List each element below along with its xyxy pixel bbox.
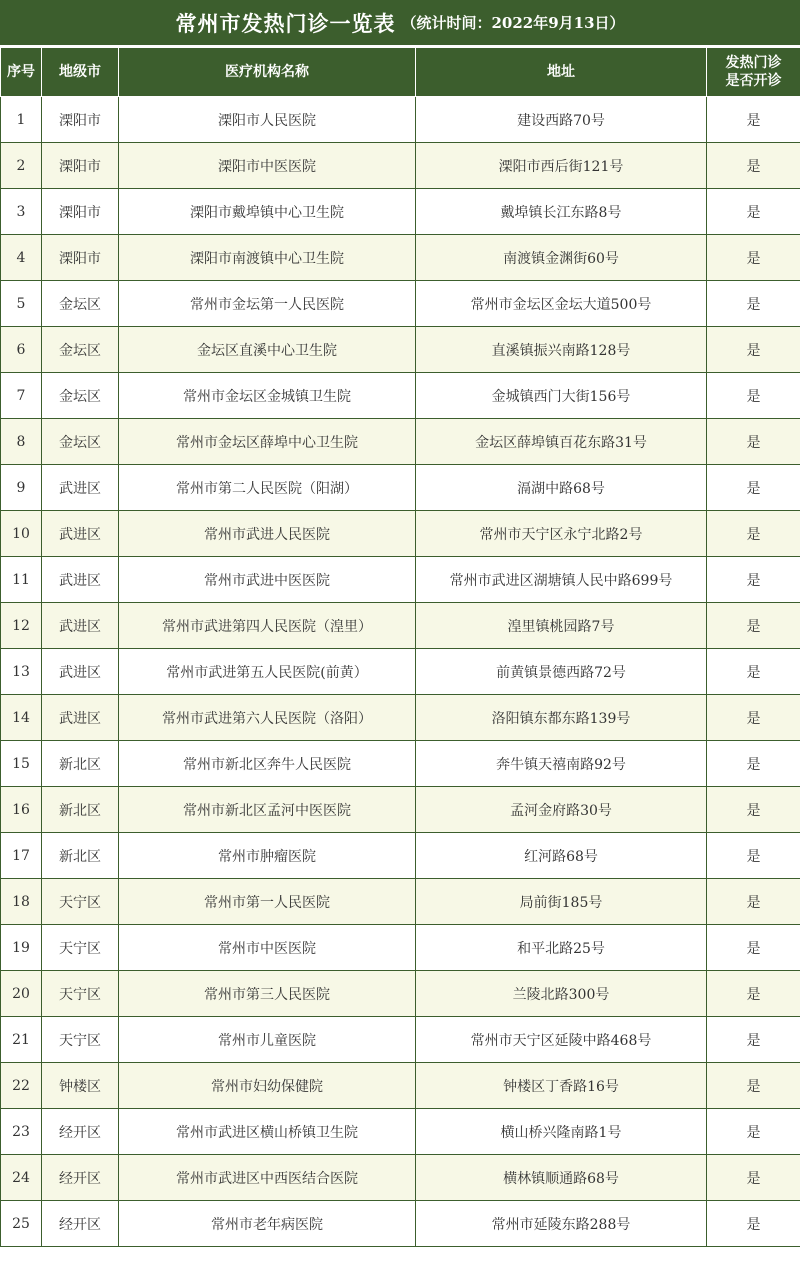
table-row — [1, 235, 800, 281]
cell-name: 常州市武进第五人民医院(前黄） — [119, 649, 416, 695]
cell-open: 是 — [707, 465, 800, 511]
cell-city: 天宁区 — [42, 1017, 119, 1063]
cell-city: 溧阳市 — [42, 97, 119, 143]
cell-open: 是 — [707, 97, 800, 143]
cell-city: 金坛区 — [42, 281, 119, 327]
cell-address: 奔牛镇天禧南路92号 — [416, 741, 707, 787]
cell-city: 溧阳市 — [42, 235, 119, 281]
cell-no: 3 — [1, 189, 42, 235]
cell-open: 是 — [707, 557, 800, 603]
cell-open: 是 — [707, 235, 800, 281]
table-row — [1, 603, 800, 649]
header-open: 发热门诊是否开诊 — [707, 48, 800, 97]
cell-address: 常州市天宁区延陵中路468号 — [416, 1017, 707, 1063]
cell-open: 是 — [707, 143, 800, 189]
cell-city: 武进区 — [42, 603, 119, 649]
header-address: 地址 — [416, 48, 707, 97]
cell-name: 常州市武进区中西医结合医院 — [119, 1155, 416, 1201]
cell-name: 常州市老年病医院 — [119, 1201, 416, 1247]
cell-address: 常州市延陵东路288号 — [416, 1201, 707, 1247]
cell-city: 新北区 — [42, 787, 119, 833]
cell-no: 16 — [1, 787, 42, 833]
cell-name: 常州市儿童医院 — [119, 1017, 416, 1063]
cell-no: 12 — [1, 603, 42, 649]
cell-address: 常州市天宁区永宁北路2号 — [416, 511, 707, 557]
cell-open: 是 — [707, 1063, 800, 1109]
cell-open: 是 — [707, 925, 800, 971]
cell-name: 常州市第二人民医院（阳湖） — [119, 465, 416, 511]
cell-city: 武进区 — [42, 649, 119, 695]
table-row — [1, 787, 800, 833]
cell-no: 2 — [1, 143, 42, 189]
table-row — [1, 557, 800, 603]
cell-no: 25 — [1, 1201, 42, 1247]
cell-name: 常州市妇幼保健院 — [119, 1063, 416, 1109]
page-title: 常州市发热门诊一览表 — [175, 10, 396, 36]
table-row — [1, 695, 800, 741]
cell-city: 新北区 — [42, 833, 119, 879]
cell-city: 溧阳市 — [42, 189, 119, 235]
cell-name: 常州市武进人民医院 — [119, 511, 416, 557]
cell-address: 滆湖中路68号 — [416, 465, 707, 511]
cell-address: 溧阳市西后街121号 — [416, 143, 707, 189]
cell-address: 戴埠镇长江东路8号 — [416, 189, 707, 235]
cell-city: 金坛区 — [42, 419, 119, 465]
table-row — [1, 741, 800, 787]
table-row — [1, 465, 800, 511]
cell-open: 是 — [707, 1017, 800, 1063]
table-row — [1, 419, 800, 465]
cell-address: 常州市武进区湖塘镇人民中路699号 — [416, 557, 707, 603]
cell-city: 钟楼区 — [42, 1063, 119, 1109]
table-row — [1, 1017, 800, 1063]
header-city: 地级市 — [42, 48, 119, 97]
cell-address: 前黄镇景德西路72号 — [416, 649, 707, 695]
cell-open: 是 — [707, 189, 800, 235]
cell-city: 金坛区 — [42, 373, 119, 419]
cell-no: 24 — [1, 1155, 42, 1201]
cell-name: 常州市新北区孟河中医医院 — [119, 787, 416, 833]
cell-open: 是 — [707, 419, 800, 465]
table-row — [1, 1109, 800, 1155]
table-row — [1, 281, 800, 327]
table-row — [1, 373, 800, 419]
cell-open: 是 — [707, 741, 800, 787]
cell-city: 经开区 — [42, 1155, 119, 1201]
table-row — [1, 879, 800, 925]
table-row — [1, 833, 800, 879]
cell-no: 7 — [1, 373, 42, 419]
cell-name: 常州市肿瘤医院 — [119, 833, 416, 879]
cell-name: 常州市第三人民医院 — [119, 971, 416, 1017]
cell-name: 常州市中医医院 — [119, 925, 416, 971]
table-row — [1, 971, 800, 1017]
cell-city: 武进区 — [42, 695, 119, 741]
cell-no: 10 — [1, 511, 42, 557]
cell-open: 是 — [707, 787, 800, 833]
cell-no: 13 — [1, 649, 42, 695]
cell-no: 23 — [1, 1109, 42, 1155]
cell-open: 是 — [707, 1109, 800, 1155]
table-row — [1, 649, 800, 695]
table-body — [1, 97, 800, 1247]
cell-address: 钟楼区丁香路16号 — [416, 1063, 707, 1109]
cell-no: 21 — [1, 1017, 42, 1063]
cell-name: 溧阳市戴埠镇中心卫生院 — [119, 189, 416, 235]
cell-address: 孟河金府路30号 — [416, 787, 707, 833]
table-header-row — [1, 48, 800, 97]
cell-city: 新北区 — [42, 741, 119, 787]
cell-city: 天宁区 — [42, 971, 119, 1017]
cell-no: 9 — [1, 465, 42, 511]
page-subtitle: （统计时间：2022年9月13日） — [401, 14, 625, 32]
cell-name: 常州市武进中医医院 — [119, 557, 416, 603]
cell-city: 武进区 — [42, 465, 119, 511]
cell-address: 横林镇顺通路68号 — [416, 1155, 707, 1201]
cell-address: 洛阳镇东都东路139号 — [416, 695, 707, 741]
cell-name: 常州市武进第六人民医院（洛阳） — [119, 695, 416, 741]
cell-city: 武进区 — [42, 511, 119, 557]
cell-open: 是 — [707, 695, 800, 741]
table-row — [1, 511, 800, 557]
clinic-table — [0, 47, 800, 1247]
cell-no: 22 — [1, 1063, 42, 1109]
cell-name: 常州市武进第四人民医院（湟里） — [119, 603, 416, 649]
cell-name: 溧阳市人民医院 — [119, 97, 416, 143]
header-no: 序号 — [1, 48, 42, 97]
table-row — [1, 189, 800, 235]
cell-no: 20 — [1, 971, 42, 1017]
cell-name: 金坛区直溪中心卫生院 — [119, 327, 416, 373]
cell-name: 常州市武进区横山桥镇卫生院 — [119, 1109, 416, 1155]
cell-address: 金城镇西门大街156号 — [416, 373, 707, 419]
cell-address: 建设西路70号 — [416, 97, 707, 143]
cell-city: 经开区 — [42, 1109, 119, 1155]
cell-city: 溧阳市 — [42, 143, 119, 189]
table-row — [1, 1063, 800, 1109]
cell-name: 溧阳市南渡镇中心卫生院 — [119, 235, 416, 281]
cell-no: 5 — [1, 281, 42, 327]
cell-address: 兰陵北路300号 — [416, 971, 707, 1017]
cell-open: 是 — [707, 649, 800, 695]
title-bar — [0, 0, 800, 47]
cell-address: 横山桥兴隆南路1号 — [416, 1109, 707, 1155]
cell-open: 是 — [707, 833, 800, 879]
cell-open: 是 — [707, 879, 800, 925]
cell-no: 14 — [1, 695, 42, 741]
table-row — [1, 925, 800, 971]
table-row — [1, 143, 800, 189]
cell-open: 是 — [707, 603, 800, 649]
cell-name: 溧阳市中医医院 — [119, 143, 416, 189]
table-row — [1, 1155, 800, 1201]
cell-open: 是 — [707, 1201, 800, 1247]
table-row — [1, 1201, 800, 1247]
cell-no: 17 — [1, 833, 42, 879]
cell-no: 8 — [1, 419, 42, 465]
cell-name: 常州市新北区奔牛人民医院 — [119, 741, 416, 787]
cell-address: 红河路68号 — [416, 833, 707, 879]
cell-city: 武进区 — [42, 557, 119, 603]
cell-open: 是 — [707, 327, 800, 373]
cell-no: 19 — [1, 925, 42, 971]
cell-no: 4 — [1, 235, 42, 281]
cell-open: 是 — [707, 971, 800, 1017]
cell-address: 常州市金坛区金坛大道500号 — [416, 281, 707, 327]
cell-name: 常州市金坛第一人民医院 — [119, 281, 416, 327]
header-name: 医疗机构名称 — [119, 48, 416, 97]
table-row — [1, 327, 800, 373]
cell-address: 直溪镇振兴南路128号 — [416, 327, 707, 373]
cell-name: 常州市金坛区金城镇卫生院 — [119, 373, 416, 419]
cell-open: 是 — [707, 1155, 800, 1201]
cell-address: 湟里镇桃园路7号 — [416, 603, 707, 649]
cell-name: 常州市第一人民医院 — [119, 879, 416, 925]
cell-no: 6 — [1, 327, 42, 373]
cell-address: 金坛区薛埠镇百花东路31号 — [416, 419, 707, 465]
cell-no: 1 — [1, 97, 42, 143]
cell-city: 天宁区 — [42, 925, 119, 971]
cell-no: 18 — [1, 879, 42, 925]
cell-no: 15 — [1, 741, 42, 787]
cell-city: 经开区 — [42, 1201, 119, 1247]
cell-open: 是 — [707, 373, 800, 419]
cell-city: 金坛区 — [42, 327, 119, 373]
cell-no: 11 — [1, 557, 42, 603]
cell-address: 和平北路25号 — [416, 925, 707, 971]
cell-city: 天宁区 — [42, 879, 119, 925]
cell-open: 是 — [707, 281, 800, 327]
cell-address: 局前街185号 — [416, 879, 707, 925]
cell-name: 常州市金坛区薛埠中心卫生院 — [119, 419, 416, 465]
cell-open: 是 — [707, 511, 800, 557]
table-row — [1, 97, 800, 143]
cell-address: 南渡镇金渊街60号 — [416, 235, 707, 281]
